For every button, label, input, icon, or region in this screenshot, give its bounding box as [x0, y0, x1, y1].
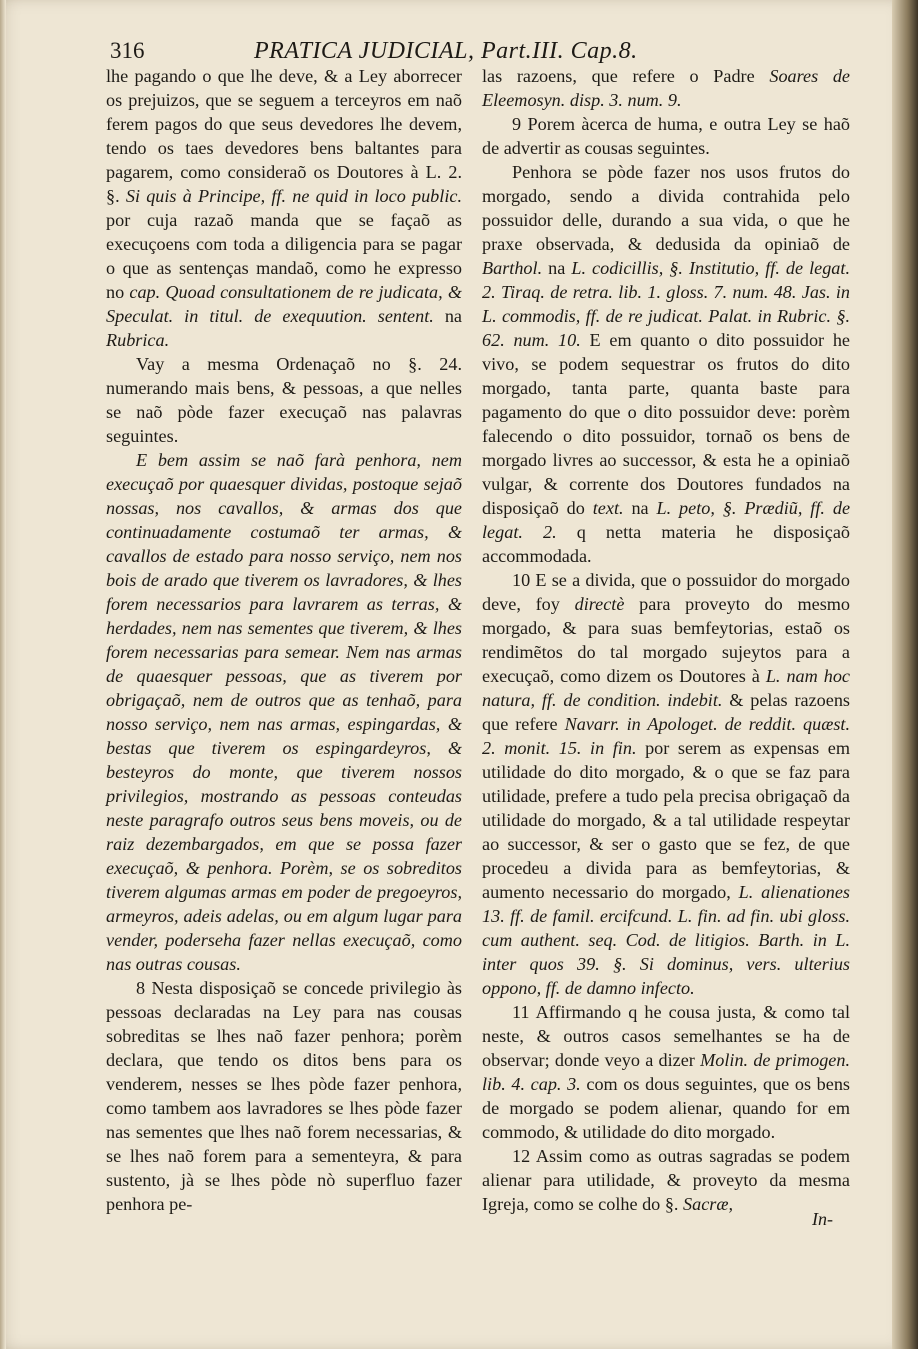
book-spine-shadow — [892, 0, 918, 1349]
paragraph-continuation-right: las razoens, que refere o Padre Soares de Eleemosyn. disp. 3. num. 9. — [482, 66, 850, 110]
paragraph-continuation: lhe pagando o que lhe deve, & a Ley aborrecer os prejuizos, que se seguem a terceyros em naõ ferem pagos do que seus devedores lhe devem, tendo os taes devedores bens baltantes para pagarem, como consideraõ os Doutores à L. 2. §. Si quis à Principe, ff. ne quid in loco public. por cuja razaõ manda que se façaõ as execuçoens com toda a diligencia para se pagar o que as sentenças mandaõ, como he expresso no cap. Quoad consultationem de re judicata, & Speculat. in titul. de exequution. sentent. na Rubrica. — [106, 66, 462, 350]
paragraph-12: 12 Assim como as outras sagradas se podem alienar para utilidade, & proveyto da mesma Igreja, como se colhe do §. Sacræ, — [482, 1146, 850, 1214]
paragraph-ordenacao: Vay a mesma Ordenaçaõ no §. 24. numerando mais bens, & pessoas, a que nelles se naõ pòde fazer execuçaõ nas palavras seguintes. — [106, 354, 462, 446]
paragraph-10: 10 E se a divida, que o possuidor do morgado deve, foy directè para proveyto do mesmo morgado, & para suas bemfeytorias, estaõ os rendimẽtos do tal morgado sujeytos para a execuçaõ, como dizem os Doutores à L. nam hoc natura, ff. de condition. indebit. & pelas razoens que refere Navarr. in Apologet. de reddit. quæst. 2. monit. 15. in fin. por serem as expensas em utilidade do dito morgado, & o que se faz para utilidade, prefere a tudo pela precisa obrigaçaõ da utilidade do morgado, & a tal utilidade respeytar ao successor, & ser o gasto que se fez, de que procedeu a divida para as bemfeytorias, & aumento necessario do morgado, L. alienationes 13. ff. de famil. ercifcund. L. fin. ad fin. ubi gloss. cum authent. seq. Cod. de litigios. Barth. in L. inter quos 39. §. Si dominus, vers. ulterius oppono, ff. de damno infecto. — [482, 570, 851, 998]
paragraph-9: 9 Porem àcerca de huma, e outra Ley se haõ de advertir as cousas seguintes. — [482, 114, 850, 158]
page-number: 316 — [110, 38, 145, 63]
paragraph-8: 8 Nesta disposiçaõ se concede privilegio às pessoas declaradas na Ley para nas cousas sobreditas se lhes naõ fazer penhora; porèm declara, que tendo os ditos bens para os venderem, nesses se lhes pòde fazer penhora, como tambem aos lavradores se lhes pòde fazer nas sementes que lhes naõ forem necessarias, & se lhes naõ forem para a sementeyra, & para sustento, jà se lhes pòde nò superfluo fazer penhora pe- — [106, 978, 462, 1214]
left-column — [106, 64, 462, 1216]
catchword: In- — [812, 1209, 833, 1229]
paragraph-penhora: Penhora se pòde fazer nos usos frutos do morgado, sendo a divida contrahida pelo possuidor delle, durando a sua vida, o que he praxe observada, & dedusida da opiniaõ de Barthol. na L. codicillis, §. Institutio, ff. de legat. 2. Tiraq. de retra. lib. 1. gloss. 7. num. 48. Jas. in L. commodis, ff. de re judicat. Palat. in Rubric. §. 62. num. 10. E em quanto o dito possuidor he vivo, se podem sequestrar os frutos do dito morgado, tanta parte, quanta baste para pagamento do que o dito possuidor deve: porèm falecendo o dito possuidor, tornaõ os bens de morgado livres ao successor, & esta he a opiniaõ vulgar, & corrente dos Doutores fundados na disposiçaõ do text. na L. peto, §. Prædiũ, ff. de legat. 2. q netta materia he disposiçaõ accommodada. — [482, 162, 851, 566]
page-left-edge — [0, 0, 6, 1349]
law-quotation: E bem assim se naõ farà penhora, nem execuçaõ por quaesquer dividas, postoque sejaõ nossas, nos cavallos, & armas dos que continuadamente costumaõ ter armas, & cavallos de estado para nosso serviço, nem nos bois de arado que tiverem os lavradores, & lhes forem necessarios para lavrarem as terras, & herdades, nem nas sementes que tiverem, & lhes forem necessarias para semear. Nem nas armas de quaesquer pessoas, que as tiverem por obrigaçaõ, nem de outros que as tenhaõ, para nosso serviço, nem nas armas, espingardas, & bestas que tiverem os espingardeyros, & besteyros do monte, que tiverem nossos privilegios, mostrando as pessoas conteudas neste paragrafo outros seus bens moveis, ou de raiz dezembargados, em que se possa fazer execuçaõ, & penhora. Porèm, se os sobreditos tiverem algumas armas em poder de pregoeyros, armeyros, adeis adelas, ou em algum lugar para vender, poderseha fazer nellas execuçaõ, como nas outras cousas. — [106, 450, 462, 974]
right-column — [482, 64, 850, 1216]
paragraph-11: 11 Affirmando q he cousa justa, & como tal neste, & outros casos semelhantes se ha de observar; donde veyo a dizer Molin. de primogen. lib. 4. cap. 3. com os dous seguintes, que os bens de morgado se podem alienar, quando for em commodo, & utilidade do dito morgado. — [482, 1002, 851, 1142]
running-title: PRATICA JUDICIAL, Part.III. Cap.8. — [254, 38, 638, 64]
